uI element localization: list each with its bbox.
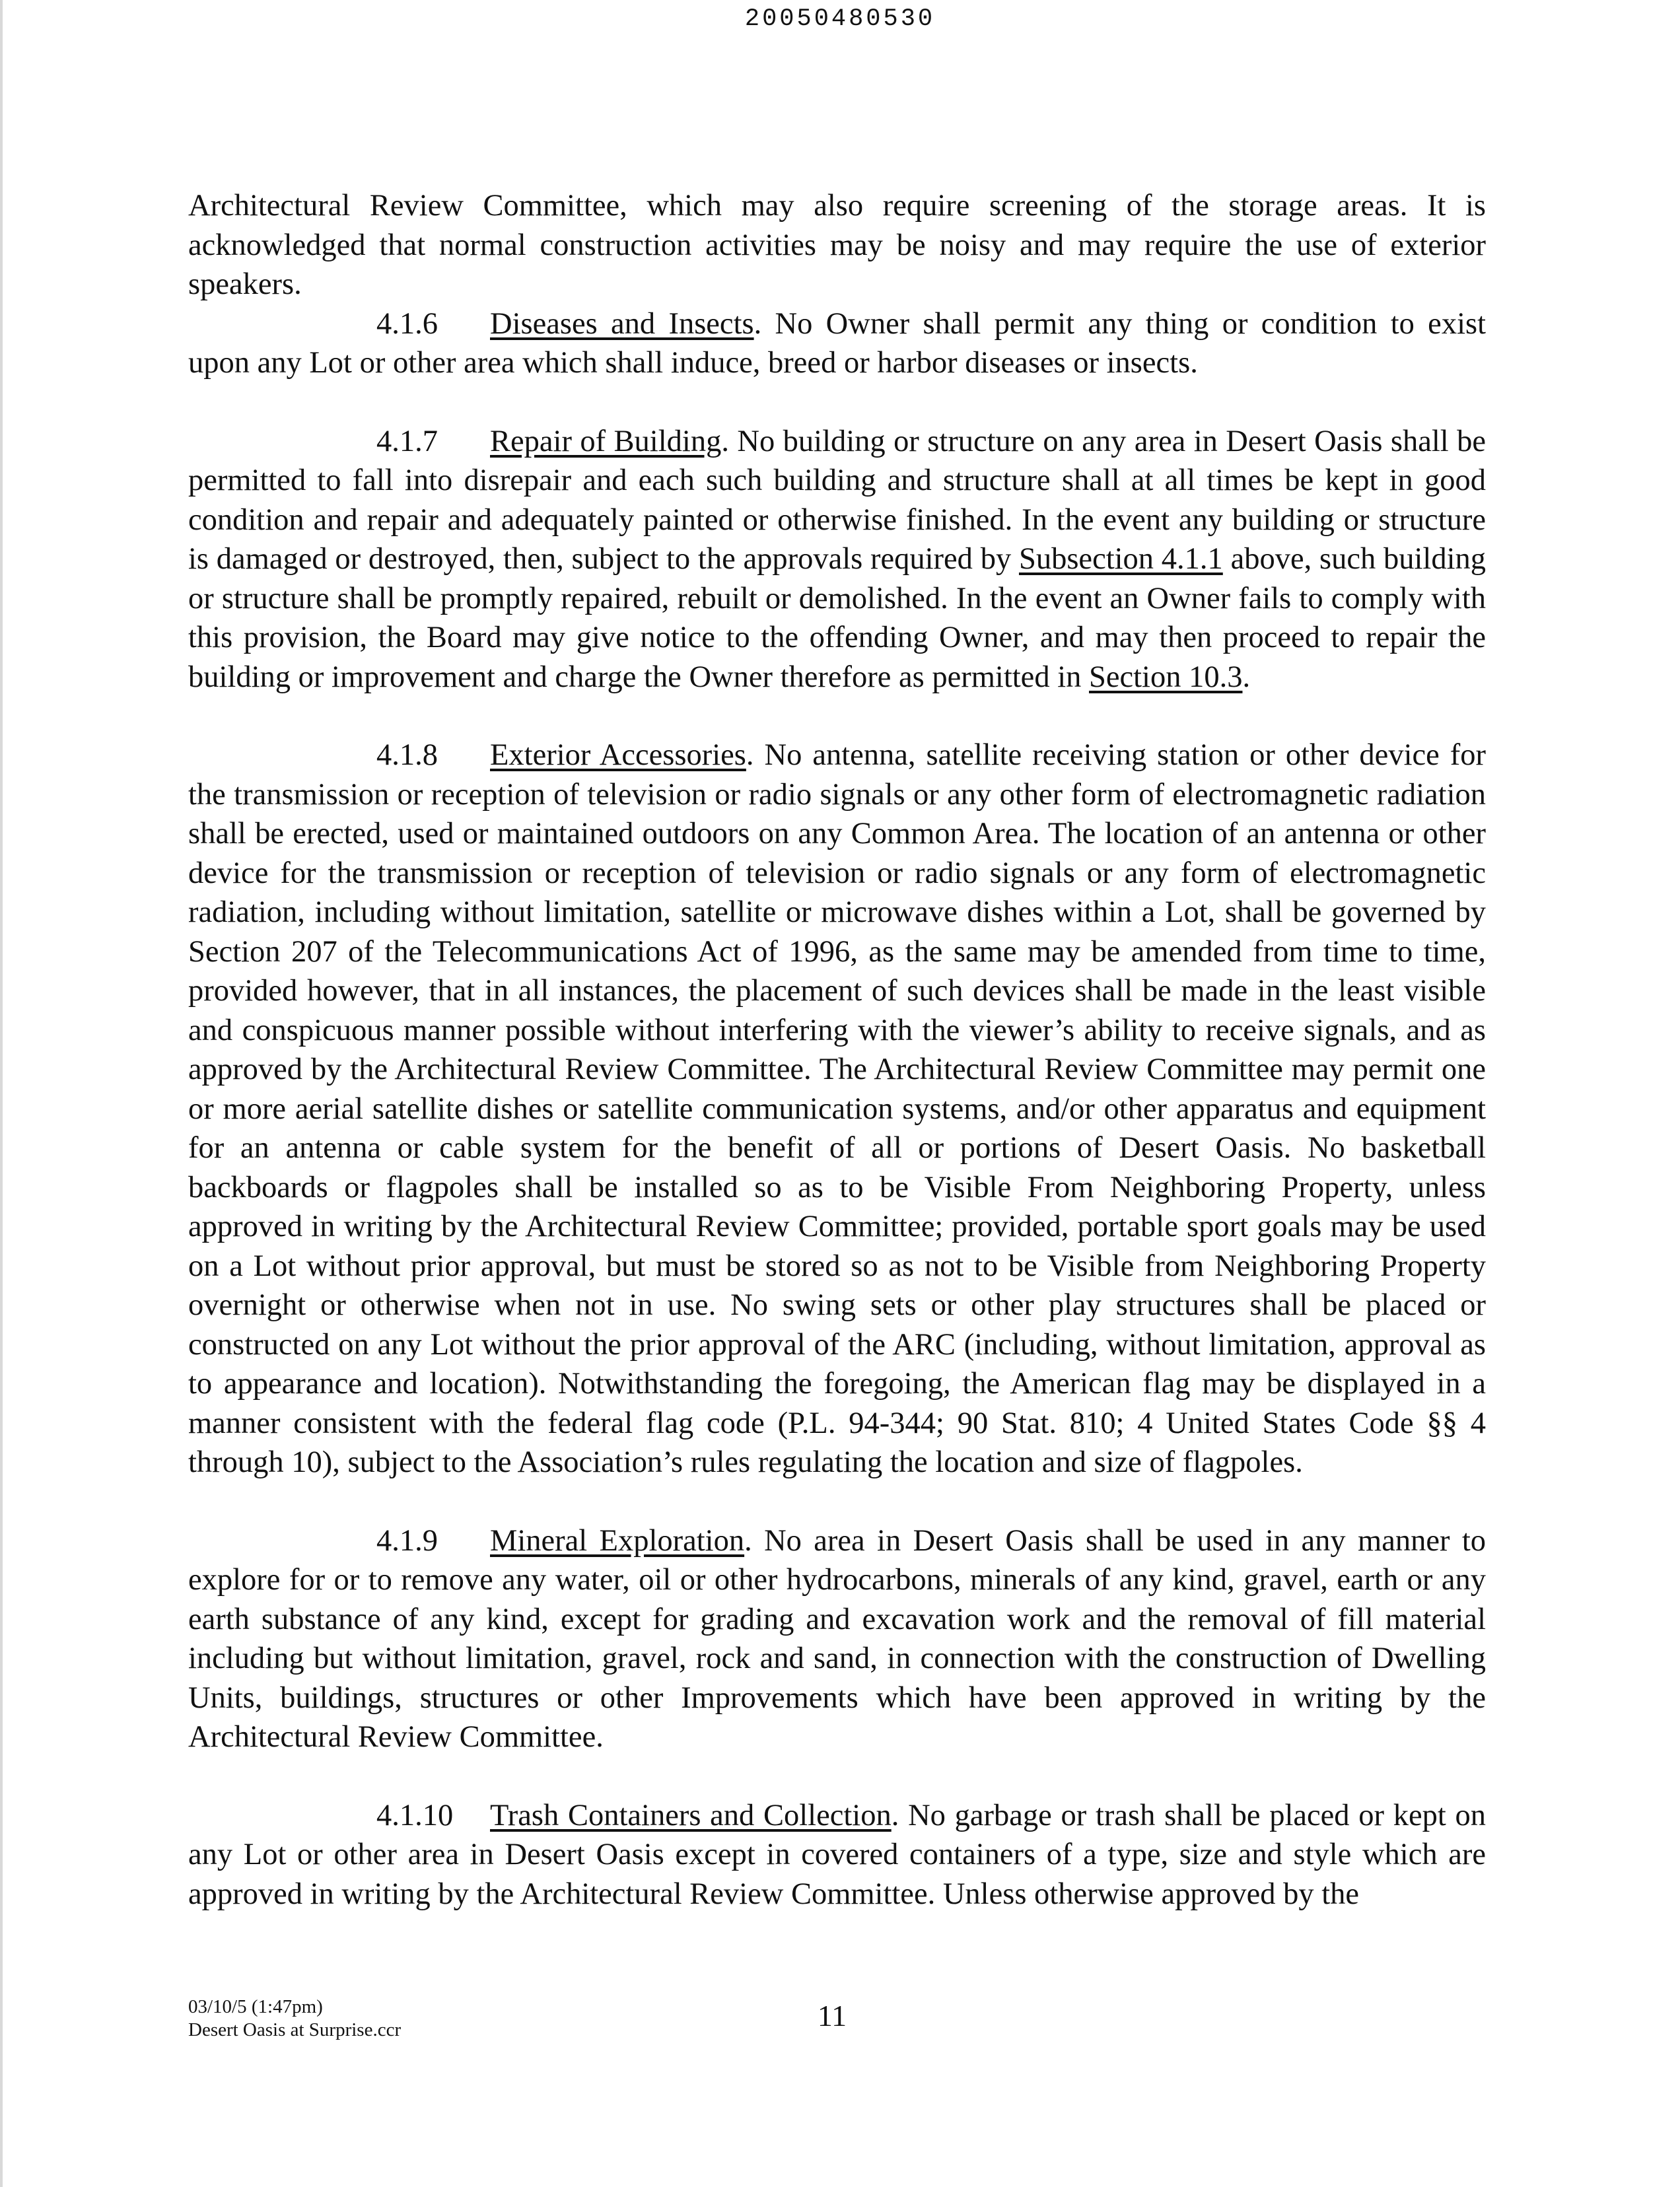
section-number: 4.1.10 [376, 1798, 454, 1832]
section-text: . No garbage or trash shall be placed or kept on any Lot or other area in Desert Oasis except in covered containers of a type, size and style which are approved in writing by the Architectural Review Committee. Unless otherwise approved by the [188, 1798, 1487, 1911]
section-text: . No area in Desert Oasis shall be used in any manner to explore for or to remove any water, oil or other hydrocarbons, minerals of any kind, gravel, earth or any earth substance of any kind, except for grading and excavation work and the removal of fill material including but without limitation, gravel, rock and sand, in connection with the construction of Dwelling Units, buildings, structures or other Improvements which have been approved in writing by the Architectural Review Committee. [188, 1523, 1486, 1754]
section-title: Exterior Accessories [490, 738, 746, 772]
section-number: 4.1.7 [376, 424, 438, 458]
document-body [188, 186, 1486, 1914]
section-text: . No Owner shall permit any thing or condition to exist upon any Lot or other area which shall induce, breed or harbor diseases or insects. [188, 306, 1487, 380]
subsection-reference: Subsection 4.1.1 [1018, 542, 1223, 576]
scan-edge [0, 0, 3, 2187]
section-number: 4.1.9 [376, 1523, 438, 1558]
section-4-1-8 [188, 736, 1486, 1482]
section-title: Diseases and Insects [490, 306, 754, 341]
section-4-1-6 [188, 304, 1486, 383]
section-4-1-10 [188, 1796, 1486, 1914]
footer-info [188, 1996, 401, 2042]
section-title: Repair of Building [490, 424, 722, 458]
continuation-paragraph: Architectural Review Committee, which may also require screening of the storage areas. It is acknowledged that normal construction activities may be noisy and may require the use of exterior speakers. [188, 189, 1486, 301]
section-reference: Section 10.3 [1089, 660, 1243, 694]
section-text: above, such building or structure shall be promptly repaired, rebuilt or demolished. In the event an Owner fails to comply with this provision, the Board may give notice to the offending Owner, and may then proceed to repair the building or improvement and charge the Owner therefore as permitted in [188, 542, 1486, 694]
footer-date: 03/10/5 (1:47pm) [188, 1996, 323, 2017]
section-number: 4.1.6 [376, 306, 438, 341]
section-title: Mineral Exploration [490, 1523, 745, 1558]
section-4-1-7 [188, 422, 1486, 697]
section-4-1-9 [188, 1521, 1486, 1757]
section-text: . No antenna, satellite receiving station or other device for the transmission or reception of television or radio signals or any other form of electromagnetic radiation shall be erected, used or maintained outdoors on any Common Area. The location of an antenna or other device for the transmission or reception of television or radio signals or any form of electromagnetic radiation, including without limitation, satellite or microwave dishes within a Lot, shall be governed by Section 207 of the Telecommunications Act of 1996, as the same may be amended from time to time, provided however, that in all instances, the placement of such devices shall be made in the least visible and conspicuous manner possible without interfering with the viewer’s ability to receive signals, and as approved by the Architectural Review Committee. The Architectural Review Committee may permit one or more aerial satellite dishes or satellite communication systems, and/or other apparatus and equipment for an antenna or cable system for the benefit of all or portions of Desert Oasis. No basketball backboards or flagpoles shall be installed so as to be Visible From Neighboring Property, unless approved in writing by the Architectural Review Committee; provided, portable sport goals may be used on a Lot without prior approval, but must be stored so as not to be Visible from Neighboring Property overnight or otherwise when not in use. No swing sets or other play structures shall be placed or constructed on any Lot without the prior approval of the ARC (including, without limitation, approval as to appearance and location). Notwithstanding the foregoing, the American flag may be displayed in a manner consistent with the federal flag code (P.L. 94-344; 90 Stat. 810; 4 United States Code §§ 4 through 10), subject to the Association’s rules regulating the location and size of flagpoles. [188, 738, 1486, 1479]
section-text: . [1242, 660, 1251, 694]
section-number: 4.1.8 [376, 738, 438, 772]
section-text: . No building or structure on any area in Desert Oasis shall be permitted to fall into disrepair and each such building and structure shall at all times be kept in good condition and repair and adequately painted or otherwise finished. In the event any building or structure is damaged or destroyed, then, subject to the approvals required by [188, 424, 1486, 576]
page-number: 11 [817, 1999, 847, 2032]
section-title: Trash Containers and Collection [490, 1798, 892, 1832]
document-number: 20050480530 [744, 5, 936, 33]
footer-filename: Desert Oasis at Surprise.ccr [188, 2019, 402, 2040]
